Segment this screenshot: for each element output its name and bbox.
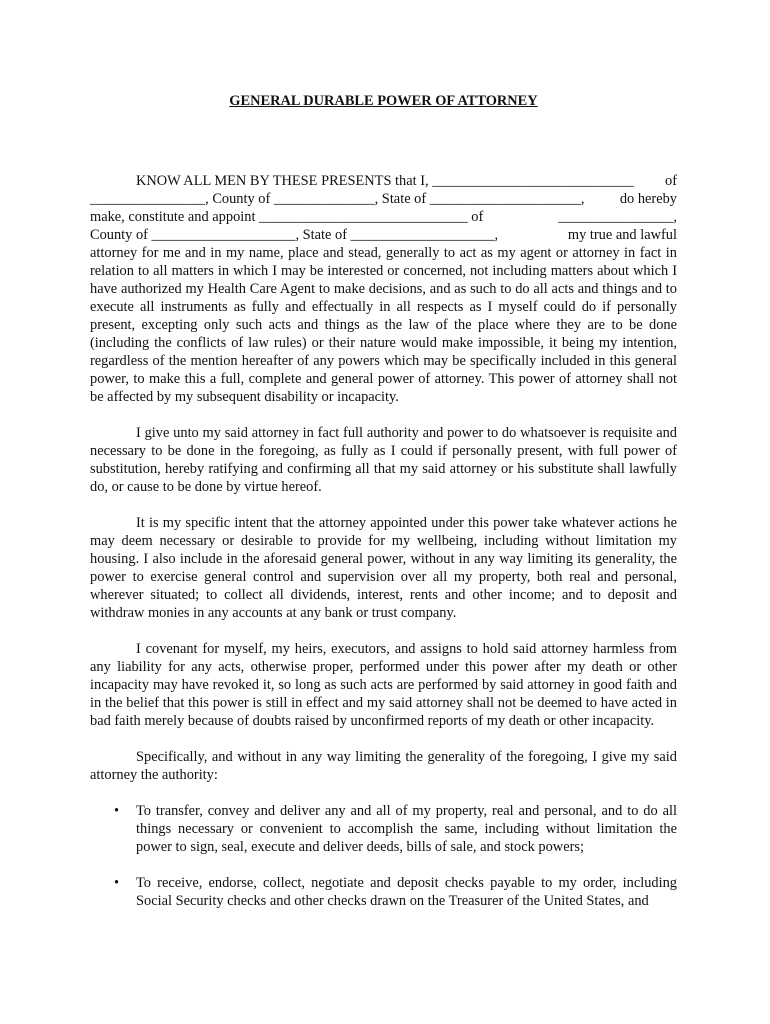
opening-line-4-right: my true and lawful: [567, 227, 677, 243]
opening-line-1-left: KNOW ALL MEN BY THESE PRESENTS that I, ____________________________: [136, 173, 634, 189]
document-page: [90, 92, 677, 928]
list-item: [90, 802, 677, 856]
opening-line-2: [90, 190, 677, 208]
paragraph-specifically: Specifically, and without in any way limiting the generality of the foregoing, I give my said attorney the authority:: [90, 749, 677, 783]
opening-line-3-right: ________________,: [558, 209, 677, 225]
opening-paragraph: [90, 172, 677, 406]
opening-line-3: [90, 208, 677, 226]
document-title: GENERAL DURABLE POWER OF ATTORNEY: [229, 93, 538, 109]
list-item-text: To transfer, convey and deliver any and all of my property, real and personal, and to do all things necessary or convenient to accomplish the same, including without limitation the power to sign, seal, execute and deliver deeds, bills of sale, and stock powers;: [136, 803, 677, 855]
opening-line-2-right: do hereby: [619, 191, 677, 207]
paragraph-specific-intent: It is my specific intent that the attorney appointed under this power take whatever actions he may deem necessary or desirable to provide for my wellbeing, including without limitation my housing. I also include in the aforesaid general power, without in any way limiting its generality, the power to exercise general control and supervision over all my property, both real and personal, wherever situated; to collect all dividends, interest, rents and other income; and to deposit and withdraw monies in any accounts at any bank or trust company.: [90, 515, 677, 621]
opening-line-1: [90, 172, 677, 190]
bullet-icon: •: [114, 803, 120, 819]
opening-paragraph-body: attorney for me and in my name, place and stead, generally to act as my agent or attorney in fact in relation to all matters in which I may be interested or concerned, not including matters about which I have authorized my Health Care Agent to make decisions, and as such to do all acts and things and to execute all instruments as fully and effectually in all respects as I myself could do if personally present, excepting only such acts and things as the law of the place where they are to be done (including the conflicts of law rules) or their nature would make impossible, it being my intention, regardless of the mention hereafter of any powers which may be specifically included in this general power, to make this a full, complete and general power of attorney. This power of attorney shall not be affected by my subsequent disability or incapacity.: [90, 245, 677, 405]
bullet-icon: •: [114, 875, 120, 891]
opening-line-4: [90, 226, 677, 244]
opening-line-2-left: ________________, County of ______________, State of _____________________,: [90, 191, 585, 207]
authority-list: [90, 802, 677, 910]
list-item: [90, 874, 677, 910]
paragraph-covenant: I covenant for myself, my heirs, executors, and assigns to hold said attorney harmless from any liability for any acts, otherwise proper, performed under this power after my death or other incapacity may have revoked it, so long as such acts are performed by said attorney in good faith and in the belief that this power is still in effect and my said attorney shall not be deemed to have acted in bad faith merely because of doubts raised by unconfirmed reports of my death or other incapacity.: [90, 641, 677, 729]
list-item-text: To receive, endorse, collect, negotiate and deposit checks payable to my order, including Social Security checks and other checks drawn on the Treasurer of the United States, and: [136, 875, 677, 909]
opening-line-3-left: make, constitute and appoint _____________________________ of: [90, 209, 484, 225]
opening-line-1-right: of: [665, 173, 677, 189]
opening-line-4-left: County of ____________________, State of ____________________,: [90, 227, 499, 243]
paragraph-authority: I give unto my said attorney in fact full authority and power to do whatsoever is requisite and necessary to be done in the foregoing, as fully as I could if personally present, with full power of substitution, hereby ratifying and confirming all that my said attorney or his substitute shall lawfully do, or cause to be done by virtue hereof.: [90, 425, 677, 495]
